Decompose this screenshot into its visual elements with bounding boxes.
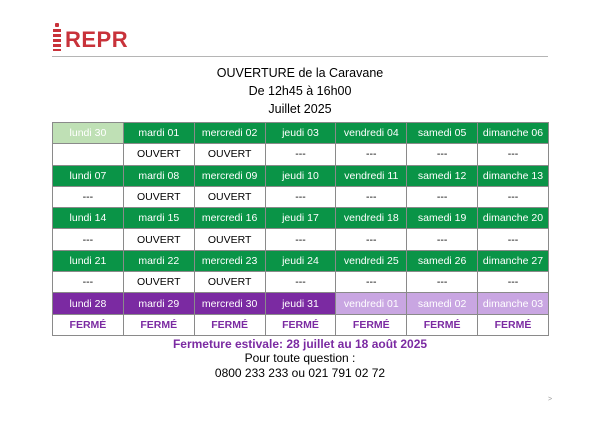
day-header-cell: vendredi 25 <box>336 250 407 271</box>
day-status-cell: --- <box>336 144 407 165</box>
day-header-cell: dimanche 20 <box>478 208 549 229</box>
day-header-cell: lundi 21 <box>53 250 124 271</box>
day-status-cell: --- <box>407 272 478 293</box>
day-status-cell: OUVERT <box>123 272 194 293</box>
day-header-cell: vendredi 01 <box>336 293 407 314</box>
day-header-cell: jeudi 03 <box>265 123 336 144</box>
day-status-cell: OUVERT <box>194 229 265 250</box>
day-header-cell: samedi 26 <box>407 250 478 271</box>
day-status-cell: OUVERT <box>194 144 265 165</box>
day-header-cell: jeudi 31 <box>265 293 336 314</box>
week-header-row <box>53 165 549 186</box>
day-status-cell: FERMÉ <box>478 314 549 335</box>
repr-logo <box>52 21 128 51</box>
day-header-cell: samedi 19 <box>407 208 478 229</box>
day-header-cell: samedi 05 <box>407 123 478 144</box>
day-status-cell: OUVERT <box>123 229 194 250</box>
opening-hours: De 12h45 à 16h00 <box>248 84 352 98</box>
week-header-row <box>53 123 549 144</box>
day-status-cell: --- <box>336 186 407 207</box>
day-status-cell: --- <box>478 229 549 250</box>
day-status-cell: --- <box>265 144 336 165</box>
page-corner-mark: > <box>548 396 553 403</box>
day-header-cell: jeudi 10 <box>265 165 336 186</box>
day-header-cell: samedi 12 <box>407 165 478 186</box>
week-status-row <box>53 186 549 207</box>
day-status-cell: OUVERT <box>123 144 194 165</box>
day-header-cell: dimanche 27 <box>478 250 549 271</box>
day-header-cell: mardi 15 <box>123 208 194 229</box>
day-status-cell: --- <box>336 272 407 293</box>
week-header-row <box>53 250 549 271</box>
day-status-cell: --- <box>53 272 124 293</box>
day-header-cell: mardi 01 <box>123 123 194 144</box>
day-header-cell: mercredi 16 <box>194 208 265 229</box>
day-status-cell: FERMÉ <box>265 314 336 335</box>
day-header-cell: mercredi 30 <box>194 293 265 314</box>
day-status-cell <box>53 144 124 165</box>
month-label: Juillet 2025 <box>268 102 332 116</box>
day-header-cell: samedi 02 <box>407 293 478 314</box>
day-header-cell: lundi 30 <box>53 123 124 144</box>
day-header-cell: mardi 22 <box>123 250 194 271</box>
day-status-cell: --- <box>53 186 124 207</box>
week-status-row <box>53 272 549 293</box>
page-title: OUVERTURE de la Caravane <box>216 66 384 80</box>
day-status-cell: --- <box>336 229 407 250</box>
day-header-cell: lundi 14 <box>53 208 124 229</box>
logo-text: REPR <box>65 27 129 52</box>
day-header-cell: mercredi 02 <box>194 123 265 144</box>
week-header-row <box>53 293 549 314</box>
lighthouse-icon <box>52 23 62 51</box>
day-header-cell: mardi 08 <box>123 165 194 186</box>
day-status-cell: --- <box>478 272 549 293</box>
day-status-cell: --- <box>265 186 336 207</box>
day-header-cell: dimanche 06 <box>478 123 549 144</box>
day-status-cell: FERMÉ <box>194 314 265 335</box>
day-status-cell: --- <box>53 229 124 250</box>
day-header-cell: lundi 28 <box>53 293 124 314</box>
header-divider <box>52 56 548 57</box>
day-header-cell: mercredi 23 <box>194 250 265 271</box>
day-header-cell: lundi 07 <box>53 165 124 186</box>
day-status-cell: --- <box>407 186 478 207</box>
day-header-cell: dimanche 03 <box>478 293 549 314</box>
day-status-cell: OUVERT <box>194 272 265 293</box>
summer-closure-notice: Fermeture estivale: 28 juillet au 18 août 2025 <box>172 337 428 351</box>
day-header-cell: mercredi 09 <box>194 165 265 186</box>
day-status-cell: --- <box>478 186 549 207</box>
day-status-cell: --- <box>407 229 478 250</box>
day-status-cell: --- <box>407 144 478 165</box>
day-status-cell: FERMÉ <box>53 314 124 335</box>
day-status-cell: FERMÉ <box>123 314 194 335</box>
day-status-cell: OUVERT <box>194 186 265 207</box>
day-status-cell: --- <box>265 229 336 250</box>
day-status-cell: FERMÉ <box>336 314 407 335</box>
day-header-cell: vendredi 18 <box>336 208 407 229</box>
day-header-cell: vendredi 04 <box>336 123 407 144</box>
day-header-cell: jeudi 24 <box>265 250 336 271</box>
day-header-cell: mardi 29 <box>123 293 194 314</box>
week-header-row <box>53 208 549 229</box>
day-status-cell: --- <box>265 272 336 293</box>
day-status-cell: FERMÉ <box>407 314 478 335</box>
day-status-cell: --- <box>478 144 549 165</box>
question-label: Pour toute question : <box>244 351 356 365</box>
day-header-cell: jeudi 17 <box>265 208 336 229</box>
week-status-row <box>53 229 549 250</box>
day-header-cell: vendredi 11 <box>336 165 407 186</box>
opening-calendar <box>52 122 549 336</box>
week-status-row <box>53 144 549 165</box>
day-status-cell: OUVERT <box>123 186 194 207</box>
contact-phones: 0800 233 233 ou 021 791 02 72 <box>214 366 386 380</box>
day-header-cell: dimanche 13 <box>478 165 549 186</box>
week-status-row <box>53 314 549 335</box>
